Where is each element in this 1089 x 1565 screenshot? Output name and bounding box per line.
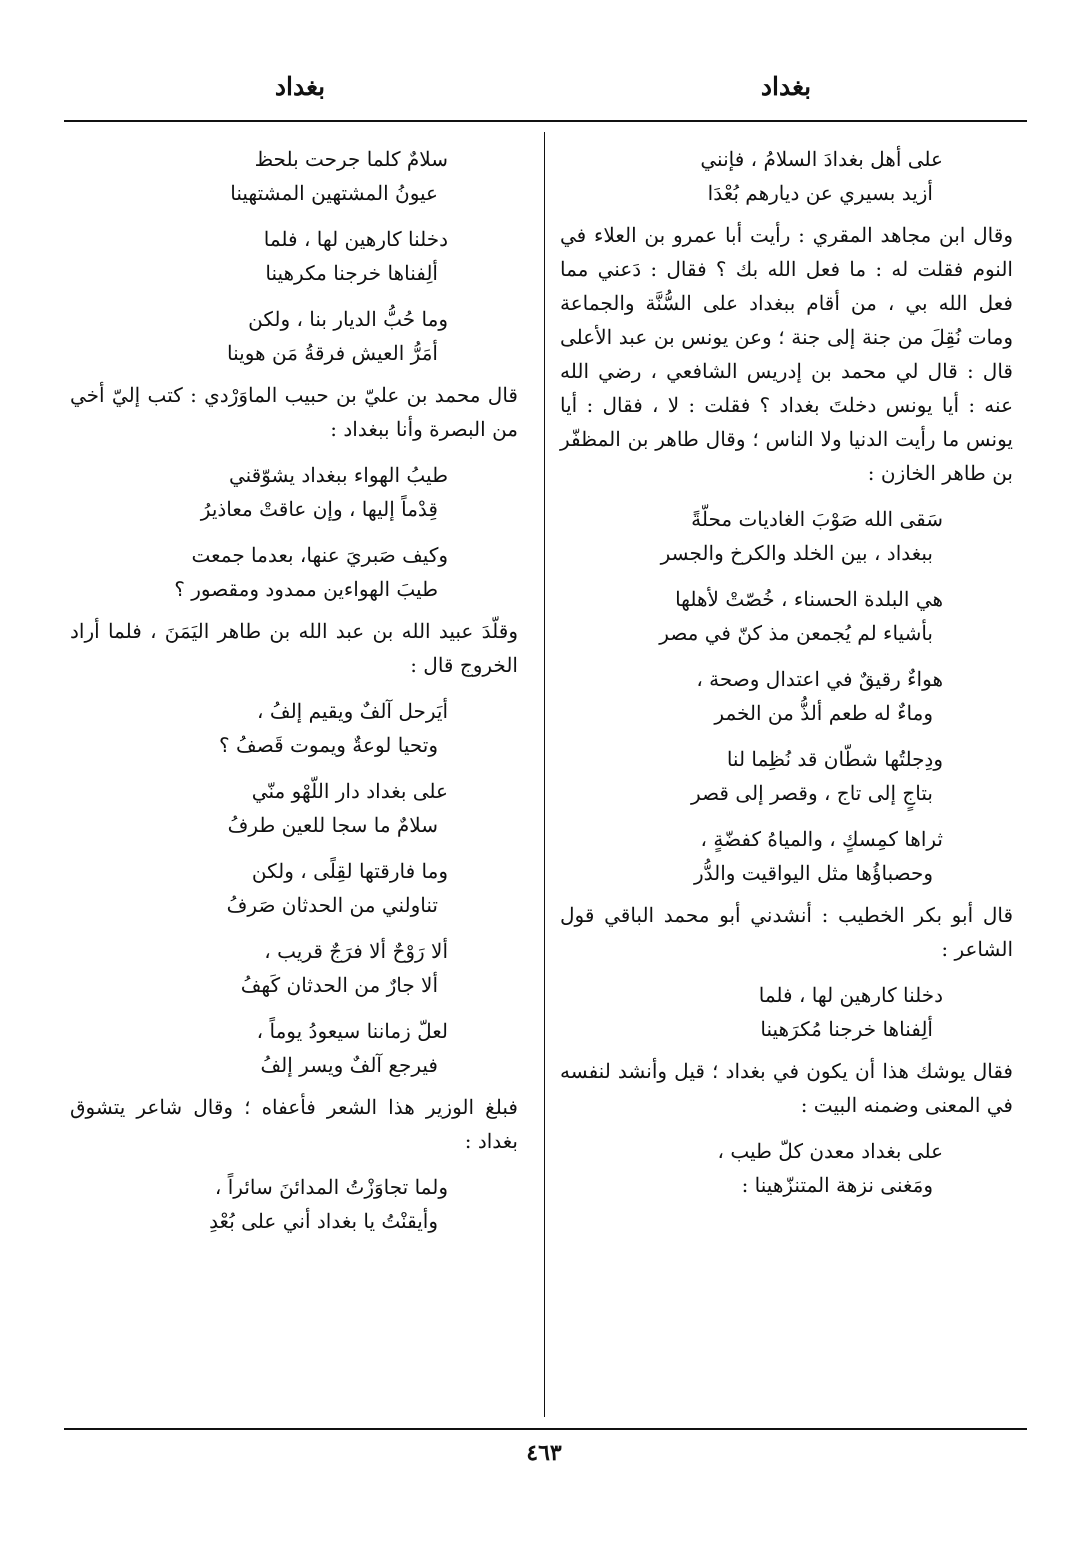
verse-line: بأشياء لم يُجمعن مذ كنّ في مصر [659,621,933,645]
page-number: ٤٦٣ [526,1440,562,1466]
verse-couplet [70,538,518,606]
verse-couplet [70,302,518,370]
verse-couplet [70,854,518,922]
verse-line: سَقى الله صَوْبَ الغاديات محلّةً [691,507,943,531]
verse-line: دخلنا كارهين لها ، فلما [758,983,943,1007]
verse-couplet [560,742,1013,810]
verse-line: هواءٌ رقيقٌ في اعتدال وصحة ، [696,667,943,691]
verse-line: وتحيا لوعةٌ ويموت قَصفُ ؟ [219,733,438,757]
prose-paragraph: وقلّدَ عبيد الله بن عبد الله بن طاهر اليَمَنَ ، فلما أراد الخروج قال : [70,619,518,677]
verse-line: تناولني من الحدثان صَرفُ [226,893,438,917]
verse-line: ثراها كمِسكٍ ، والمياهُ كفضّةٍ ، [700,827,943,851]
verse-line: سلامٌ ما سجا للعين طرفُ [227,813,438,837]
verse-line: قِدْماً إليها ، وإن عاقتْ معاذيرُ [200,497,438,521]
verse-line: وكيف صَبريَ عنها، بعدما جمعت [191,543,448,567]
verse-couplet [70,458,518,526]
verse-line: على بغداد دار اللّهْو منّي [251,779,448,803]
prose-paragraph: قال محمد بن عليّ بن حبيب الماوَرْدي : كتب إليّ أخي من البصرة وأنا ببغداد : [70,383,518,441]
verse-couplet [560,978,1013,1046]
verse-couplet [70,774,518,842]
verse-line: عيونُ المشتهين المشتهينا [230,181,438,205]
verse-line: لعلّ زماننا سيعودُ يوماً ، [256,1019,448,1043]
verse-line: وما فارقتها لقِلًى ، ولكن [251,859,448,883]
verse-couplet [70,1014,518,1082]
verse-line: ألا جارٌ من الحدثان كَهفُ [240,973,438,997]
verse-line: هي البلدة الحسناء ، خُصّتْ لأهلها [675,587,943,611]
column-divider [544,132,545,1417]
verse-line: ألِفناها خرجنا مُكرَهينا [760,1017,933,1041]
top-rule [64,120,1027,122]
verse-couplet [70,142,518,210]
verse-line: ومَغنى نزهة المتنزّهينا : [741,1173,933,1197]
left-column [70,130,518,1246]
verse-line: وأيقنْتُ يا بغداد أني على بُعْدِ [209,1209,438,1233]
prose-paragraph: فقال يوشك هذا أن يكون في بغداد ؛ قيل وأنشد لنفسه في المعنى وضمنه البيت : [560,1059,1013,1117]
right-column [560,130,1013,1210]
verse-couplet [70,934,518,1002]
verse-line: أيَرحل آلفٌ ويقيم إلفُ ، [257,699,448,723]
verse-couplet [560,822,1013,890]
verse-line: على أهل بغدادَ السلامُ ، فإنني [700,147,943,171]
verse-line: أمَرُّ العيش فرقةُ مَن هوينا [227,341,438,365]
running-header-left: بغداد [274,72,326,101]
verse-line: وحصباؤُها مثل اليواقيت والدُّر [693,861,933,885]
verse-line: طيبُ الهواء ببغداد يشوّقني [228,463,448,487]
verse-couplet [560,662,1013,730]
verse-line: ولما تجاوَزْتُ المدائنَ سائراً ، [214,1175,448,1199]
running-header-right: بغداد [760,72,812,101]
verse-couplet [560,502,1013,570]
verse-line: على بغداد معدن كلّ طيب ، [717,1139,943,1163]
verse-line: طيبَ الهواءين ممدود ومقصور ؟ [174,577,438,601]
verse-line: بتاجٍ إلى تاج ، وقصر إلى قصر [691,781,933,805]
verse-couplet [70,1170,518,1238]
verse-line: سلامٌ كلما جرحت بلحظ [254,147,448,171]
prose-paragraph: قال أبو بكر الخطيب : أنشدني أبو محمد الباقي قول الشاعر : [560,903,1013,961]
verse-couplet [70,222,518,290]
verse-couplet [560,582,1013,650]
prose-paragraph: فبلغ الوزير هذا الشعر فأعفاه ؛ وقال شاعر يتشوق بغداد : [70,1095,518,1153]
verse-couplet [560,142,1013,210]
verse-line: ألا رَوْحٌ ألا فرَجٌ قريب ، [264,939,448,963]
verse-line: فيرجع آلفٌ ويسر إلفُ [260,1053,438,1077]
bottom-rule [64,1428,1027,1430]
prose-paragraph: وقال ابن مجاهد المقري : رأيت أبا عمرو بن العلاء في النوم فقلت له : ما فعل الله بك ؟ فقال : دَعني مما فعل الله بي ، من أقام ببغداد على السُّنَّة والجماعة ومات نُقِلَ من جنة إلى جنة ؛ وعن يونس بن عبد الأعلى قال : قال لي محمد بن إدريس الشافعي ، رضي الله عنه : أيا يونس دخلتَ بغداد ؟ فقلت : لا ، فقال : أيا يونس ما رأيت الدنيا ولا الناس ؛ وقال طاهر بن المظفّر بن طاهر الخازن : [560,223,1013,485]
verse-line: وما حُبُّ الديار بنا ، ولكن [248,307,448,331]
verse-line: ودِجلتُها شطّان قد نُظِما لنا [726,747,943,771]
verse-line: وماءٌ له طعم ألذُّ من الخمر [714,701,933,725]
verse-couplet [70,694,518,762]
verse-line: أزيد بسيري عن ديارهم بُعْدَا [707,181,933,205]
verse-line: ألِفناها خرجنا مكرهينا [265,261,438,285]
verse-line: ببغداد ، بين الخلد والكرخ والجسر [660,541,933,565]
verse-line: دخلنا كارهين لها ، فلما [263,227,448,251]
verse-couplet [560,1134,1013,1202]
